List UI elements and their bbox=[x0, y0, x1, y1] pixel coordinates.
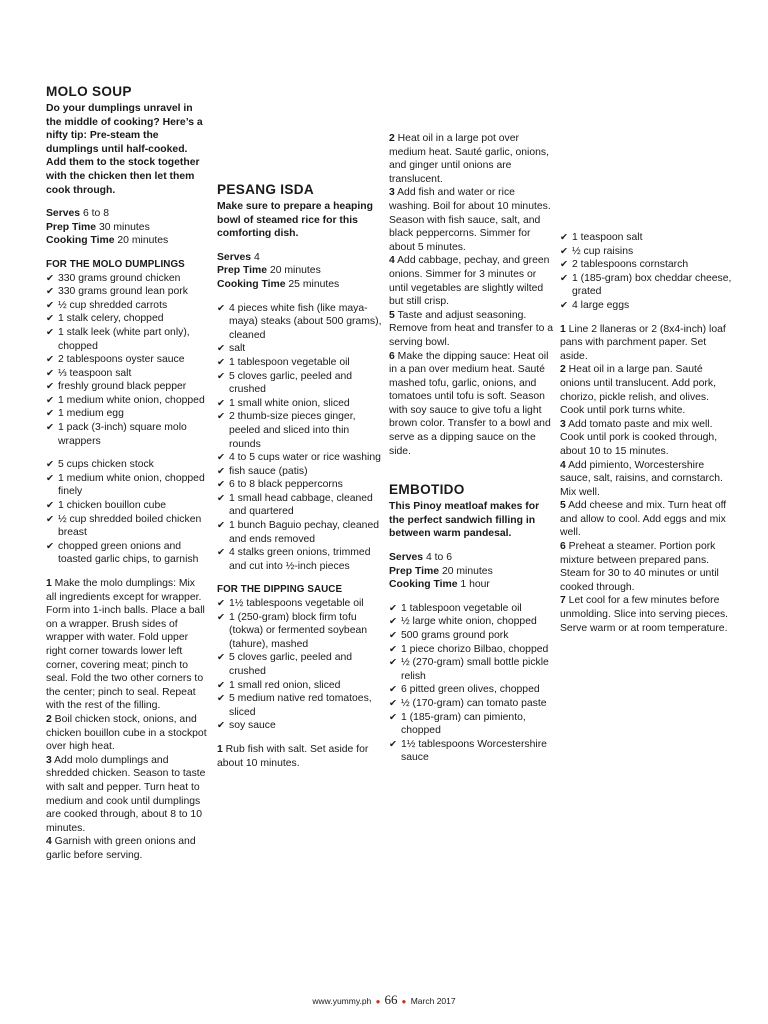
ingredient-text: 5 cloves garlic, peeled and crushed bbox=[229, 652, 353, 677]
ingredient-text: 1 pack (3-inch) square molo wrappers bbox=[58, 422, 187, 447]
step-number: 6 bbox=[389, 350, 395, 362]
ingredient-item bbox=[46, 380, 208, 394]
separator-dot-icon: ● bbox=[401, 997, 407, 1006]
procedure-step bbox=[560, 418, 732, 459]
ingredient-item bbox=[217, 492, 383, 519]
ingredient-item bbox=[46, 367, 208, 381]
page-footer bbox=[0, 994, 768, 1008]
step-number: 5 bbox=[389, 309, 395, 321]
separator-dot-icon: ● bbox=[375, 997, 381, 1006]
checkmark-icon: ✔ bbox=[389, 616, 397, 628]
ingredient-item bbox=[46, 540, 208, 567]
step-text: Line 2 llaneras or 2 (8x4-inch) loaf pans with parchment paper. Set aside. bbox=[560, 323, 726, 362]
checkmark-icon: ✔ bbox=[46, 286, 54, 298]
ingredient-text: soy sauce bbox=[229, 720, 276, 732]
ingredient-text: 330 grams ground lean pork bbox=[58, 286, 188, 298]
serves-label: Serves bbox=[217, 251, 252, 263]
checkmark-icon: ✔ bbox=[217, 302, 225, 314]
ingredient-item bbox=[217, 410, 383, 451]
procedure-step bbox=[389, 254, 555, 308]
step-text: Add tomato paste and mix well. Cook until pork is cooked through, about 10 to 15 minutes. bbox=[560, 418, 718, 457]
ingredient-item bbox=[217, 478, 383, 492]
ingredient-text: fish sauce (patis) bbox=[229, 465, 308, 477]
procedure-step bbox=[46, 713, 208, 754]
checkmark-icon: ✔ bbox=[46, 513, 54, 525]
procedure-step bbox=[217, 743, 383, 770]
ingredient-list bbox=[217, 597, 383, 733]
ingredient-text: 500 grams ground pork bbox=[401, 630, 509, 641]
ingredient-text: 6 to 8 black peppercorns bbox=[229, 479, 343, 491]
step-number: 3 bbox=[389, 187, 395, 199]
checkmark-icon: ✔ bbox=[217, 356, 225, 368]
ingredient-list bbox=[46, 272, 208, 449]
recipe-intro: Make sure to prepare a heaping bowl of steamed rice for this comforting dish. bbox=[217, 201, 373, 240]
step-text: Add cheese and mix. Turn heat off and allow to cool. Add eggs and mix well. bbox=[560, 500, 727, 539]
ingredient-text: 1½ tablespoons vegetable oil bbox=[229, 598, 364, 610]
procedure-step bbox=[389, 309, 555, 350]
checkmark-icon: ✔ bbox=[46, 272, 54, 284]
ingredient-item bbox=[217, 597, 383, 611]
ingredient-text: 1 bunch Baguio pechay, cleaned and ends removed bbox=[229, 520, 380, 545]
step-number: 2 bbox=[46, 713, 52, 725]
ingredient-text: 1 stalk celery, chopped bbox=[58, 313, 164, 325]
step-text: Garnish with green onions and garlic before serving. bbox=[46, 836, 196, 861]
ingredient-text: chopped green onions and toasted garlic chips, to garnish bbox=[58, 540, 199, 566]
procedure bbox=[217, 743, 383, 770]
recipe-meta bbox=[46, 207, 208, 248]
molo-soup-recipe bbox=[46, 84, 208, 862]
ingredient-text: 4 to 5 cups water or rice washing bbox=[229, 452, 381, 464]
step-number: 7 bbox=[560, 595, 566, 607]
issue-date: March 2017 bbox=[410, 996, 456, 1006]
ingredient-text: freshly ground black pepper bbox=[58, 381, 187, 393]
step-number: 5 bbox=[560, 500, 566, 512]
checkmark-icon: ✔ bbox=[46, 422, 54, 434]
cook-label: Cooking Time bbox=[389, 579, 458, 591]
serves-value: 6 to 8 bbox=[82, 208, 109, 220]
ingredient-text: 1 small red onion, sliced bbox=[229, 679, 341, 691]
ingredient-text: ½ (270-gram) small bottle pickle relish bbox=[401, 657, 549, 682]
ingredient-text: salt bbox=[229, 343, 246, 355]
ingredient-item bbox=[389, 629, 555, 643]
ingredient-item bbox=[560, 272, 732, 299]
ingredient-item bbox=[46, 472, 208, 499]
ingredient-item bbox=[217, 692, 383, 719]
ingredient-text: ½ cup raisins bbox=[572, 245, 634, 257]
step-text: Add pimiento, Worcestershire sauce, salt, raisins, and cornstarch. Mix well. bbox=[560, 459, 723, 498]
checkmark-icon: ✔ bbox=[389, 711, 397, 723]
prep-value: 30 minutes bbox=[98, 221, 150, 233]
ingredient-item bbox=[217, 451, 383, 465]
ingredient-text: 1 tablespoon vegetable oil bbox=[229, 356, 350, 368]
ingredient-item bbox=[46, 421, 208, 448]
ingredient-text: 1 medium white onion, chopped bbox=[58, 394, 205, 406]
procedure-step bbox=[46, 577, 208, 713]
checkmark-icon: ✔ bbox=[389, 684, 397, 696]
ingredient-item bbox=[217, 370, 383, 397]
checkmark-icon: ✔ bbox=[389, 657, 397, 669]
ingredient-item bbox=[389, 656, 555, 683]
ingredient-text: 1 stalk leek (white part only), chopped bbox=[58, 326, 190, 352]
pesang-isda-recipe bbox=[217, 182, 383, 770]
prep-label: Prep Time bbox=[217, 265, 268, 277]
ingredient-text: 6 pitted green olives, chopped bbox=[401, 684, 540, 696]
ingredient-text: 1 piece chorizo Bilbao, chopped bbox=[401, 643, 549, 655]
ingredient-text: 1 (185-gram) box cheddar cheese, grated bbox=[572, 272, 732, 298]
step-text: Add fish and water or rice washing. Boil for about 10 minutes. Season with fish sauce, salt, and black peppercorns. Simmer for about 5 minutes. bbox=[389, 187, 551, 253]
ingredient-text: ½ large white onion, chopped bbox=[401, 616, 537, 628]
step-number: 3 bbox=[46, 754, 52, 766]
ingredient-text: 5 medium native red tomatoes, sliced bbox=[229, 693, 372, 718]
checkmark-icon: ✔ bbox=[389, 643, 397, 655]
checkmark-icon: ✔ bbox=[560, 299, 568, 311]
step-number: 3 bbox=[560, 418, 566, 430]
ingredient-text: ½ cup shredded carrots bbox=[58, 299, 168, 311]
ingredient-list bbox=[560, 231, 732, 313]
ingredient-list bbox=[217, 302, 383, 574]
step-text: Heat oil in a large pot over medium heat. Sauté garlic, onions, and ginger until onions are translucent. bbox=[389, 133, 549, 185]
ingredient-list bbox=[46, 458, 208, 567]
procedure-step bbox=[389, 350, 555, 459]
ingredient-item bbox=[560, 299, 732, 313]
recipe-meta bbox=[217, 251, 383, 292]
ingredient-item bbox=[217, 356, 383, 370]
column-three bbox=[389, 132, 555, 775]
ingredient-item bbox=[46, 407, 208, 421]
ingredient-item bbox=[389, 738, 555, 765]
ingredient-text: 1 chicken bouillon cube bbox=[58, 500, 167, 512]
ingredient-text: 4 pieces white fish (like maya-maya) steaks (about 500 grams), cleaned bbox=[229, 302, 382, 341]
checkmark-icon: ✔ bbox=[389, 630, 397, 641]
recipe-intro: Do your dumplings unravel in the middle of cooking? Here’s a nifty tip: Pre-steam the dumplings until half-cooked. Add them to the stock together with the chicken then let them cook through. bbox=[46, 103, 203, 196]
procedure-step bbox=[389, 186, 555, 254]
ingredient-item bbox=[560, 231, 732, 245]
checkmark-icon: ✔ bbox=[217, 720, 225, 732]
step-number: 1 bbox=[560, 323, 566, 335]
checkmark-icon: ✔ bbox=[46, 500, 54, 512]
ingredient-item bbox=[46, 326, 208, 353]
checkmark-icon: ✔ bbox=[217, 652, 225, 664]
checkmark-icon: ✔ bbox=[46, 408, 54, 420]
procedure-step bbox=[46, 754, 208, 836]
checkmark-icon: ✔ bbox=[46, 326, 54, 338]
step-text: Add cabbage, pechay, and green onions. Simmer for 3 minutes or until vegetables are slightly wilted but still crisp. bbox=[389, 255, 550, 308]
serves-label: Serves bbox=[389, 552, 424, 564]
ingredient-text: 330 grams ground chicken bbox=[58, 272, 181, 284]
step-text: Boil chicken stock, onions, and chicken bouillon cube in a stockpot over high heat. bbox=[46, 713, 207, 753]
ingredient-text: 1½ tablespoons Worcestershire sauce bbox=[401, 738, 547, 764]
ingredient-text: 1 teaspoon salt bbox=[572, 232, 643, 243]
ingredient-text: 1 medium egg bbox=[58, 408, 124, 420]
checkmark-icon: ✔ bbox=[217, 370, 225, 382]
checkmark-icon: ✔ bbox=[217, 452, 225, 464]
ingredient-item bbox=[217, 302, 383, 343]
procedure-step bbox=[560, 323, 732, 364]
prep-label: Prep Time bbox=[389, 565, 440, 577]
checkmark-icon: ✔ bbox=[46, 472, 54, 484]
step-text: Let cool for a few minutes before unmolding. Slice into serving pieces. Serve warm or at room temperature. bbox=[560, 595, 729, 634]
prep-label: Prep Time bbox=[46, 221, 97, 233]
ingredient-text: 5 cloves garlic, peeled and crushed bbox=[229, 370, 353, 396]
step-number: 1 bbox=[46, 578, 52, 589]
ingredient-item bbox=[217, 679, 383, 693]
procedure-step bbox=[560, 540, 732, 594]
ingredient-item bbox=[217, 546, 383, 573]
ingredient-item bbox=[217, 611, 383, 652]
dumplings-subhead: FOR THE MOLO DUMPLINGS bbox=[46, 258, 185, 270]
ingredient-item bbox=[46, 299, 208, 313]
procedure-step bbox=[560, 363, 732, 417]
cook-value: 1 hour bbox=[460, 579, 490, 591]
checkmark-icon: ✔ bbox=[46, 299, 54, 311]
step-number: 2 bbox=[560, 364, 566, 376]
checkmark-icon: ✔ bbox=[560, 245, 568, 257]
ingredient-item bbox=[46, 499, 208, 513]
ingredient-item bbox=[46, 458, 208, 472]
ingredient-list bbox=[389, 602, 555, 765]
cook-value: 20 minutes bbox=[117, 235, 169, 247]
page-number: 66 bbox=[384, 992, 398, 1007]
ingredient-text: 1 (185-gram) can pimiento, chopped bbox=[401, 711, 526, 737]
step-text: Preheat a steamer. Portion pork mixture between prepared pans. Steam for 30 to 40 minutes or until cooked through. bbox=[560, 541, 719, 593]
step-number: 4 bbox=[46, 836, 52, 848]
ingredient-item bbox=[389, 602, 555, 616]
ingredient-item bbox=[217, 342, 383, 356]
ingredient-item bbox=[217, 651, 383, 678]
ingredient-text: 4 stalks green onions, trimmed and cut into ½-inch pieces bbox=[229, 547, 371, 572]
step-text: Make the molo dumplings: Mix all ingredients except for wrapper. Form into 1-inch balls. Place a ball on a wrapper. Brush sides of wrapper with water. Fold upper right corner towards lower left corner, covering meat; pinch to seal. Fold the two other corners to the center; pinch to seal. Repeat with the rest of the filling. bbox=[46, 578, 205, 712]
recipe-title: PESANG ISDA bbox=[217, 182, 314, 197]
step-number: 6 bbox=[560, 541, 566, 553]
checkmark-icon: ✔ bbox=[389, 738, 397, 750]
ingredient-item bbox=[560, 245, 732, 259]
ingredient-item bbox=[389, 711, 555, 738]
checkmark-icon: ✔ bbox=[46, 354, 54, 366]
prep-value: 20 minutes bbox=[441, 565, 493, 577]
column-four bbox=[560, 231, 732, 635]
ingredient-item bbox=[389, 615, 555, 629]
ingredient-text: 4 large eggs bbox=[572, 299, 630, 311]
checkmark-icon: ✔ bbox=[217, 411, 225, 423]
checkmark-icon: ✔ bbox=[217, 693, 225, 705]
procedure bbox=[46, 577, 208, 862]
checkmark-icon: ✔ bbox=[46, 540, 54, 552]
ingredient-item bbox=[217, 719, 383, 733]
ingredient-text: 1 tablespoon vegetable oil bbox=[401, 602, 522, 614]
procedure-step bbox=[560, 499, 732, 540]
ingredient-item bbox=[217, 465, 383, 479]
procedure-step bbox=[46, 835, 208, 862]
checkmark-icon: ✔ bbox=[217, 520, 225, 532]
procedure bbox=[389, 132, 555, 458]
ingredient-text: 5 cups chicken stock bbox=[58, 459, 154, 471]
checkmark-icon: ✔ bbox=[389, 602, 397, 614]
recipe-title: MOLO SOUP bbox=[46, 84, 132, 99]
step-text: Rub fish with salt. Set aside for about 10 minutes. bbox=[217, 743, 369, 769]
ingredient-text: ⅓ teaspoon salt bbox=[58, 367, 132, 379]
ingredient-text: ½ (170-gram) can tomato paste bbox=[401, 697, 547, 709]
ingredient-text: 1 (250-gram) block firm tofu (tokwa) or fermented soybean (tahure), mashed bbox=[229, 611, 368, 650]
cook-value: 25 minutes bbox=[288, 278, 340, 290]
ingredient-text: 1 small head cabbage, cleaned and quartered bbox=[229, 492, 373, 518]
procedure bbox=[560, 323, 732, 636]
prep-value: 20 minutes bbox=[269, 265, 321, 277]
recipe-intro: This Pinoy meatloaf makes for the perfect sandwich filling in between warm pandesal. bbox=[389, 501, 540, 540]
checkmark-icon: ✔ bbox=[217, 397, 225, 409]
step-number: 4 bbox=[389, 255, 395, 267]
ingredient-text: ½ cup shredded boiled chicken breast bbox=[58, 513, 202, 539]
site-url: www.yummy.ph bbox=[312, 996, 372, 1006]
dipping-subhead: FOR THE DIPPING SAUCE bbox=[217, 584, 343, 596]
step-number: 4 bbox=[560, 459, 566, 471]
ingredient-text: 2 tablespoons oyster sauce bbox=[58, 354, 185, 366]
ingredient-item bbox=[389, 643, 555, 657]
checkmark-icon: ✔ bbox=[389, 697, 397, 709]
ingredient-item bbox=[389, 697, 555, 711]
ingredient-text: 2 thumb-size pieces ginger, peeled and sliced into thin rounds bbox=[229, 411, 356, 450]
ingredient-item bbox=[560, 258, 732, 272]
procedure-step bbox=[389, 132, 555, 186]
ingredient-item bbox=[46, 394, 208, 408]
step-text: Taste and adjust seasoning. Remove from heat and transfer to a serving bowl. bbox=[389, 309, 554, 348]
checkmark-icon: ✔ bbox=[46, 313, 54, 325]
step-text: Add molo dumplings and shredded chicken. Season to taste with salt and pepper. Turn heat to medium and cook until dumplings are cooked through, about 8 to 10 minutes. bbox=[46, 754, 206, 834]
recipe-title: EMBOTIDO bbox=[389, 482, 465, 498]
step-text: Heat oil in a large pan. Sauté onions until translucent. Add pork, chorizo, pickle relish, and olives. Cook until pork turns white. bbox=[560, 364, 716, 417]
ingredient-item bbox=[389, 683, 555, 697]
step-number: 1 bbox=[217, 743, 223, 755]
step-text: Make the dipping sauce: Heat oil in a pan over medium heat. Sauté mashed tofu, garlic, onions, and tomatoes until tofu is soft. Season with soy sauce to give tofu a light brown color. Transfer to a bowl and serve as a dipping sauce on the side. bbox=[389, 350, 551, 457]
checkmark-icon: ✔ bbox=[46, 394, 54, 406]
ingredient-item bbox=[217, 519, 383, 546]
checkmark-icon: ✔ bbox=[46, 367, 54, 379]
ingredient-item bbox=[46, 312, 208, 326]
checkmark-icon: ✔ bbox=[217, 479, 225, 491]
checkmark-icon: ✔ bbox=[217, 343, 225, 355]
checkmark-icon: ✔ bbox=[46, 381, 54, 393]
ingredient-item bbox=[46, 272, 208, 286]
cook-label: Cooking Time bbox=[217, 278, 286, 290]
checkmark-icon: ✔ bbox=[560, 232, 568, 243]
checkmark-icon: ✔ bbox=[560, 259, 568, 271]
step-number: 2 bbox=[389, 133, 395, 144]
serves-value: 4 to 6 bbox=[425, 552, 452, 564]
ingredient-text: 1 small white onion, sliced bbox=[229, 397, 350, 409]
checkmark-icon: ✔ bbox=[217, 465, 225, 477]
ingredient-item bbox=[46, 513, 208, 540]
ingredient-text: 2 tablespoons cornstarch bbox=[572, 259, 689, 271]
procedure-step bbox=[560, 459, 732, 500]
checkmark-icon: ✔ bbox=[217, 547, 225, 559]
procedure-step bbox=[560, 594, 732, 635]
checkmark-icon: ✔ bbox=[46, 459, 54, 471]
checkmark-icon: ✔ bbox=[217, 611, 225, 623]
serves-label: Serves bbox=[46, 208, 81, 220]
ingredient-item bbox=[46, 353, 208, 367]
ingredient-text: 1 medium white onion, chopped finely bbox=[58, 472, 205, 498]
recipe-meta bbox=[389, 551, 555, 592]
checkmark-icon: ✔ bbox=[217, 598, 225, 610]
checkmark-icon: ✔ bbox=[560, 272, 568, 284]
ingredient-item bbox=[217, 397, 383, 411]
checkmark-icon: ✔ bbox=[217, 492, 225, 504]
checkmark-icon: ✔ bbox=[217, 679, 225, 691]
serves-value: 4 bbox=[253, 251, 260, 263]
ingredient-item bbox=[46, 285, 208, 299]
cook-label: Cooking Time bbox=[46, 235, 115, 247]
